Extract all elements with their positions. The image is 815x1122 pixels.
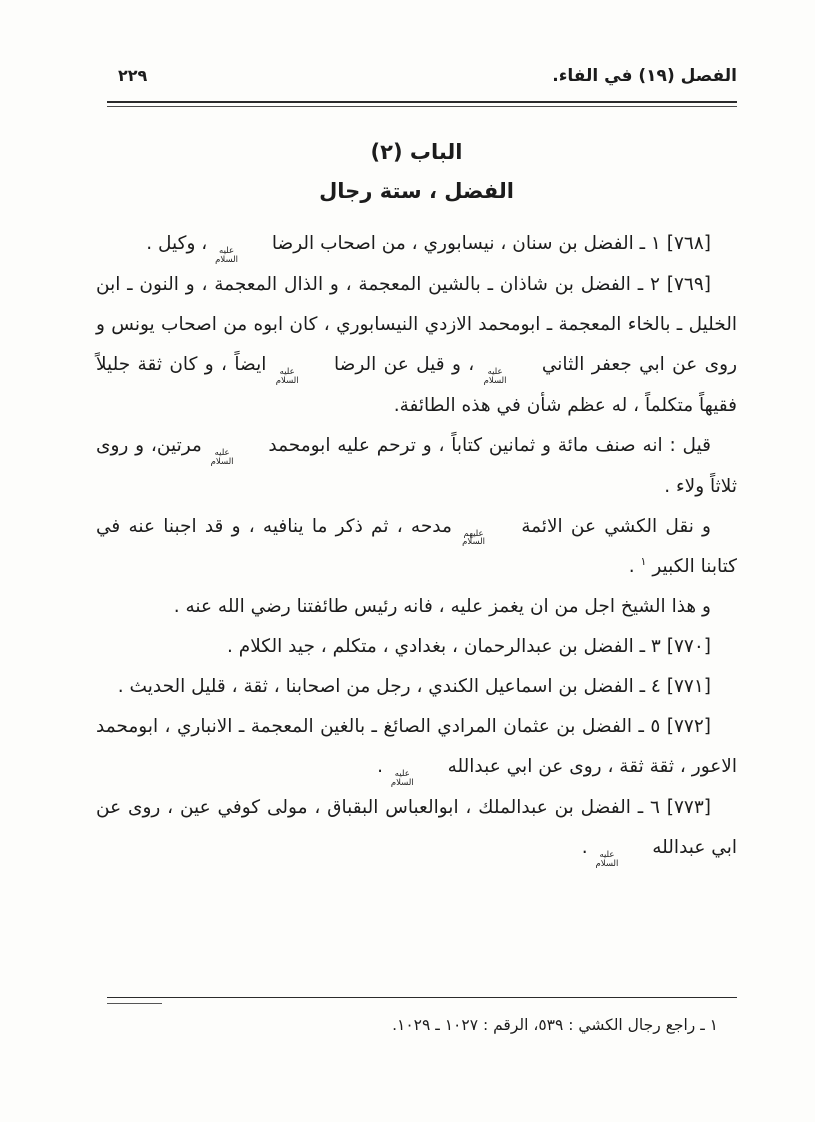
entry-paragraph: [٧٦٩] ٢ ـ الفضل بن شاذان ـ بالشين المعجمة ، و الذال المعجمة ، و النون ـ ابن الخليل ـ بالخاء المعجمة ـ ابومحمد الازدي النيسابوري ، كان ابوه من اصحاب يونس و روى عن ابي جعفر الثاني عليه السلام ، و قيل عن الرضا عليه السلام ايضاً ، و كان ثقة جليلاً فقيهاً متكلماً ، له عظم شأن في هذه الطائفة. [96, 273, 738, 416]
header-rule [107, 101, 737, 103]
body-text [96, 224, 737, 869]
footnote-separator-thin [107, 1003, 162, 1004]
entry-paragraph: و هذا الشيخ اجل من ان يغمز عليه ، فانه رئيس طائفتنا رضي الله عنه . [173, 596, 711, 618]
alayhi-salam-icon: عليه السلام [210, 447, 234, 467]
page-header [118, 66, 737, 86]
entry-paragraph: [٧٧٣] ٦ ـ الفضل بن عبدالملك ، ابوالعباس البقباق ، مولى كوفي عين ، روى عن ابي عبدالله عليه السلام . [96, 797, 737, 870]
entry-paragraph: [٧٧٠] ٣ ـ الفضل بن عبدالرحمان ، بغدادي ، متكلم ، جيد الكلام . [227, 636, 711, 658]
header-rule-thin [107, 106, 737, 107]
alayhi-salam-icon: عليهم السلام [462, 528, 485, 548]
alayhi-salam-icon: عليه السلام [483, 366, 507, 386]
entry-paragraph: [٧٧١] ٤ ـ الفضل بن اسماعيل الكندي ، رجل من اصحابنا ، ثقة ، قليل الحديث . [117, 676, 711, 698]
page-number: ٢٢٩ [118, 66, 148, 85]
alayhi-salam-icon: عليه السلام [275, 366, 299, 386]
section-title: الباب (٢) [370, 140, 463, 164]
alayhi-salam-icon: عليه السلام [390, 769, 414, 789]
footnote-marker: ١ [640, 555, 647, 569]
entry-paragraph: [٧٧٢] ٥ ـ الفضل بن عثمان المرادي الصائغ ـ بالغين المعجمة ـ الانباري ، ابومحمد الاعور ، ثقة ثقة ، روى عن ابي عبدالله عليه السلام . [96, 716, 737, 789]
entry-paragraph: قيل : انه صنف مائة و ثمانين كتاباً ، و ترحم عليه ابومحمد عليه السلام مرتين، و روى ثلاثاً ولاء . [96, 434, 737, 497]
entry-paragraph: [٧٦٨] ١ ـ الفضل بن سنان ، نيسابوري ، من اصحاب الرضا عليه السلام ، وكيل . [146, 233, 711, 265]
section-subtitle: الفضل ، ستة رجال [319, 179, 514, 203]
footnote-text: ١ ـ راجع رجال الكشي : ٥٣٩، الرقم : ١٠٢٧ ـ ١٠٢٩. [392, 1016, 718, 1034]
footnote-separator [107, 997, 737, 998]
entry-paragraph: و نقل الكشي عن الائمة عليهم السلام مدحه ، ثم ذكر ما ينافيه ، و قد اجبنا عنه في كتابنا الكبير $^١$ . [96, 515, 737, 578]
alayhi-salam-icon: عليه السلام [595, 850, 619, 870]
chapter-heading: الفصل (١٩) في الفاء. [552, 66, 737, 86]
alayhi-salam-icon: عليه السلام [215, 246, 238, 265]
footnote [96, 1008, 718, 1042]
section-titles [96, 140, 737, 203]
